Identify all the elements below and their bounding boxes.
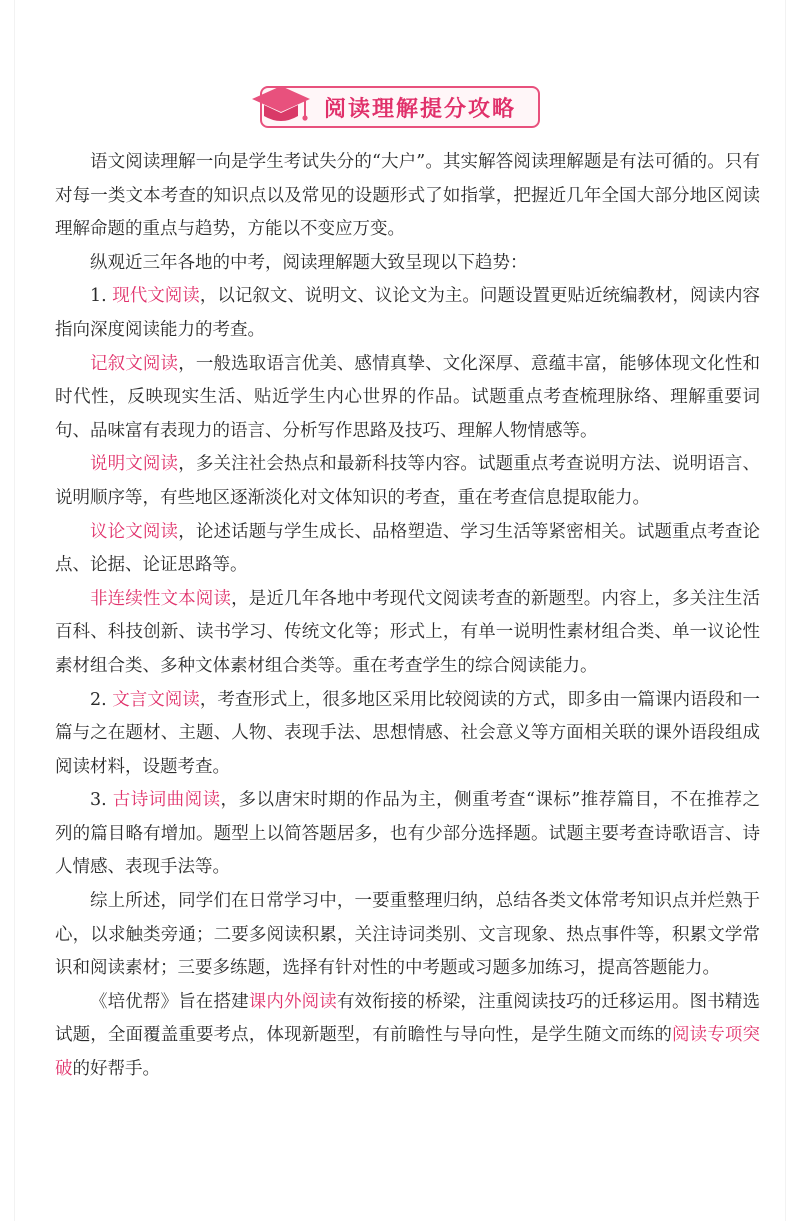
paragraph [55,247,760,281]
paragraph [55,448,760,515]
paragraph [55,684,760,785]
text-segment: 纵观近三年各地的中考，阅读理解题大致呈现以下趋势： [90,252,528,273]
text-segment: 2. [90,689,113,710]
text-segment: ，考查形式上，很多地区采用比较阅读的方式，即多由一篇课内语段和一篇与之在题材、主题、人物、表现手法、思想情感、社会意义等方面相关联的课外语段组成阅读材料，设题考查。 [55,689,761,777]
text-segment: 《培优帮》旨在搭建 [90,991,249,1012]
text-segment: ，论述话题与学生成长、品格塑造、学习生活等紧密相关。试题重点考查论点、论据、论证思路等。 [55,521,761,576]
title-box [260,86,540,128]
highlight-term: 文言文阅读 [112,689,200,710]
text-segment: 3. [90,790,113,811]
highlight-term: 记叙文阅读 [90,353,179,374]
text-segment: ，一般选取语言优美、感情真挚、文化深厚、意蕴丰富，能够体现文化性和时代性，反映现实生活、贴近学生内心世界的作品。试题重点考查梳理脉络、理解重要词句、品味富有表现力的语言、分析写作思路及技巧、理解人物情感等。 [55,353,761,441]
paragraph [55,516,760,583]
text-segment: ，是近几年各地中考现代文阅读考查的新题型。内容上，多关注生活百科、科技创新、读书学习、传统文化等；形式上，有单一说明性素材组合类、单一议论性素材组合类、多种文体素材组合类等。重在考查学生的综合阅读能力。 [55,588,761,676]
page-title: 阅读理解提分攻略 [323,96,516,122]
text-segment: ，以记叙文、说明文、议论文为主。问题设置更贴近统编教材，阅读内容指向深度阅读能力的考查。 [55,286,761,340]
text-segment: 语文阅读理解一向是学生考试失分的“大户”。其实解答阅读理解题是有法可循的。只有对每一类文本考查的知识点以及常见的设题形式了如指掌，把握近几年全国大部分地区阅读理解命题的重点与趋势，方能以不变应万变。 [55,152,760,240]
text-segment: ，多关注社会热点和最新科技等内容。试题重点考查说明方法、说明语言、说明顺序等，有些地区逐渐淡化对文体知识的考查，重在考查信息提取能力。 [55,454,761,508]
highlight-term: 说明文阅读 [90,454,179,475]
paragraph [55,784,760,885]
highlight-term: 议论文阅读 [90,521,179,542]
text-segment: 1. [90,286,113,307]
highlight-term: 阅读专项突破 [55,1025,761,1080]
highlight-term: 现代文阅读 [112,286,200,307]
text-segment: 的好帮手。 [72,1059,160,1080]
paragraph [55,885,760,986]
paragraph [55,986,760,1087]
title-banner [0,86,800,128]
highlight-term: 非连续性文本阅读 [90,588,232,609]
article-body [55,146,760,1087]
paragraph [55,348,760,449]
text-segment: ，多以唐宋时期的作品为主，侧重考查“课标”推荐篇目，不在推荐之列的篇目略有增加。题型上以简答题居多，也有少部分选择题。试题主要考查诗歌语言、诗人情感、表现手法等。 [55,790,760,878]
highlight-term: 古诗词曲阅读 [112,790,221,811]
highlight-term: 课内外阅读 [248,991,337,1012]
graduation-cap-icon [250,82,312,128]
text-segment: 有效衔接的桥梁，注重阅读技巧的迁移运用。图书精选试题，全面覆盖重要考点，体现新题型，有前瞻性与导向性，是学生随文而练的 [55,991,761,1046]
paragraph [55,280,760,347]
paragraph [55,146,760,247]
paragraph [55,583,760,684]
text-segment: 综上所述，同学们在日常学习中，一要重整理归纳，总结各类文体常考知识点并烂熟于心，以求触类旁通；二要多阅读积累，关注诗词类别、文言现象、热点事件等，积累文学常识和阅读素材；三要多练题，选择有针对性的中考题或习题多加练习，提高答题能力。 [55,891,760,979]
page-edge-left [14,0,15,1221]
page-edge-right [785,0,786,1221]
